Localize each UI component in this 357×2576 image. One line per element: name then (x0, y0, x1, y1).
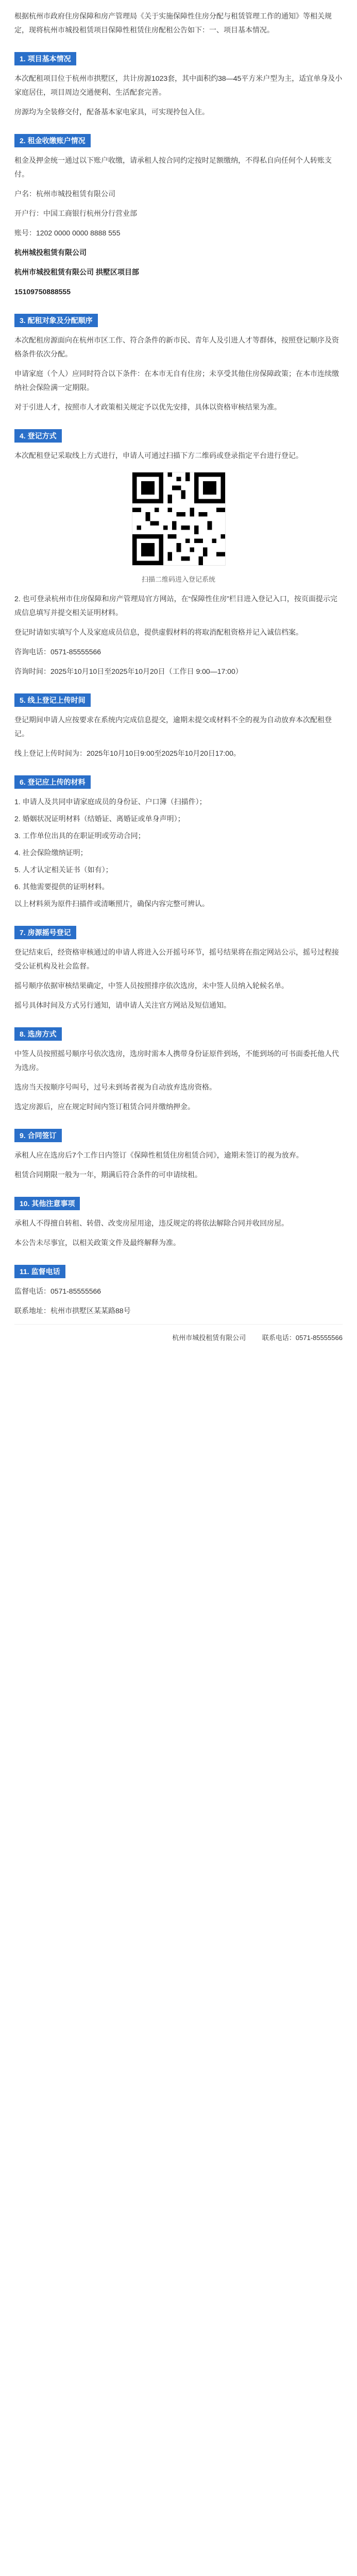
section-11 (14, 1256, 343, 1318)
section-8-para-1: 中签人员按照摇号顺序号依次选房，选房时需本人携带身份证原件到场，不能到场的可书面委托他人代为选房。 (14, 1049, 339, 1072)
section-4-after-2: 登记时请如实填写个人及家庭成员信息，提供虚假材料的将取消配租资格并记入诚信档案。 (14, 628, 303, 636)
section-4-after-1: 2. 也可登录杭州市住房保障和房产管理局官方网站，在“保障性住房”栏目进入登记入口，按页面提示完成信息填写并提交相关证明材料。 (14, 595, 337, 617)
section-4-after-3: 咨询电话：0571-85555566 (14, 648, 101, 656)
section-2 (14, 125, 343, 299)
section-2-para-2: 户名：杭州市城投租赁有限公司 (14, 190, 115, 198)
section-6-note: 以上材料须为原件扫描件或清晰照片，确保内容完整可辨认。 (14, 900, 209, 908)
section-3-para-3: 对于引进人才，按照市人才政策相关规定予以优先安排，具体以资格审核结果为准。 (14, 403, 281, 411)
section-7-para-1: 登记结束后，经资格审核通过的申请人将进入公开摇号环节，摇号结果将在指定网站公示，摇号过程接受公证机构及社会监督。 (14, 948, 339, 970)
section-7-heading: 7. 房源摇号登记 (14, 926, 76, 939)
section-2-strong-2: 杭州市城投租赁有限公司 拱墅区项目部 (14, 268, 139, 276)
section-4-after-4: 咨询时间：2025年10月10日至2025年10月20日（工作日 9:00—17:00） (14, 667, 243, 675)
section-11-para-2: 联系地址：杭州市拱墅区某某路88号 (14, 1307, 131, 1315)
section-4-heading: 4. 登记方式 (14, 429, 62, 443)
section-10-heading: 10. 其他注意事项 (14, 1197, 80, 1210)
section-8 (14, 1018, 343, 1114)
section-10 (14, 1188, 343, 1250)
section-3-para-1: 本次配租房源面向在杭州市区工作、符合条件的新市民、青年人及引进人才等群体，按照登记顺序及资格条件依次分配。 (14, 336, 339, 358)
divider (14, 1324, 343, 1325)
section-6-item-4: 4. 社会保险缴纳证明； (14, 849, 88, 857)
section-6-item-3: 3. 工作单位出具的在职证明或劳动合同； (14, 832, 145, 840)
section-1 (14, 43, 343, 119)
qr-code-block (14, 472, 343, 566)
section-2-strong-1: 杭州城投租赁有限公司 (14, 248, 87, 257)
section-6 (14, 766, 343, 911)
section-4 (14, 420, 343, 679)
section-5-para-2: 线上登记上传时间为：2025年10月10日9:00至2025年10月20日17:00。 (14, 749, 241, 757)
section-2-heading: 2. 租金收缴账户情况 (14, 134, 91, 147)
section-1-heading: 1. 项目基本情况 (14, 52, 76, 65)
section-9-para-2: 租赁合同期限一般为一年，期满后符合条件的可申请续租。 (14, 1171, 202, 1179)
intro-paragraph: 根据杭州市政府住房保障和房产管理局《关于实施保障性住房分配与租赁管理工作的通知》等相关规定，现将杭州市城投租赁项目保障性租赁住房配租公告如下：一、项目基本情况。 (14, 12, 332, 34)
section-6-item-2: 2. 婚姻状况证明材料（结婚证、离婚证或单身声明）； (14, 815, 185, 823)
section-11-heading: 11. 监督电话 (14, 1265, 65, 1278)
qr-code-image[interactable] (132, 472, 226, 566)
section-3 (14, 304, 343, 414)
section-2-para-4: 账号：1202 0000 0000 8888 555 (14, 229, 121, 237)
section-2-strong-3: 15109750888555 (14, 287, 71, 296)
section-10-para-1: 承租人不得擅自转租、转借、改变房屋用途，违反规定的将依法解除合同并收回房屋。 (14, 1219, 288, 1227)
section-5 (14, 684, 343, 760)
section-5-heading: 5. 线上登记上传时间 (14, 693, 91, 707)
footer (14, 1332, 343, 1344)
section-7 (14, 917, 343, 1012)
section-6-heading: 6. 登记应上传的材料 (14, 775, 91, 789)
section-6-item-6: 6. 其他需要提供的证明材料。 (14, 883, 109, 891)
footer-org: 杭州市城投租赁有限公司 (172, 1334, 246, 1342)
footer-phone: 联系电话：0571-85555566 (262, 1334, 343, 1342)
section-7-para-3: 摇号具体时间及方式另行通知，请申请人关注官方网站及短信通知。 (14, 1001, 231, 1009)
section-9-heading: 9. 合同签订 (14, 1129, 62, 1142)
qr-code-icon (132, 472, 225, 565)
section-10-para-2: 本公告未尽事宜，以相关政策文件及最终解释为准。 (14, 1239, 180, 1247)
section-9-para-1: 承租人应在选房后7个工作日内签订《保障性租赁住房租赁合同》，逾期未签订的视为放弃。 (14, 1151, 303, 1159)
section-9 (14, 1120, 343, 1182)
section-6-item-1: 1. 申请人及共同申请家庭成员的身份证、户口簿（扫描件）； (14, 798, 207, 806)
section-3-heading: 3. 配租对象及分配顺序 (14, 314, 98, 327)
section-8-para-2: 选房当天按顺序号叫号，过号未到场者视为自动放弃选房资格。 (14, 1083, 216, 1091)
section-5-para-1: 登记期间申请人应按要求在系统内完成信息提交，逾期未提交或材料不全的视为自动放弃本次配租登记。 (14, 716, 332, 738)
section-3-para-2: 申请家庭（个人）应同时符合以下条件：在本市无自有住房；未享受其他住房保障政策；在本市连续缴纳社会保险满一定期限。 (14, 369, 339, 392)
section-7-para-2: 摇号顺序依据审核结果确定，中签人员按照排序依次选房，未中签人员纳入轮候名单。 (14, 981, 288, 990)
section-11-para-1: 监督电话：0571-85555566 (14, 1287, 101, 1295)
section-1-para-1: 本次配租项目位于杭州市拱墅区，共计房源1023套，其中面积约38—45平方米户型为主，适宜单身及小家庭居住，项目周边交通便利、生活配套完善。 (14, 74, 343, 96)
section-6-item-5: 5. 人才认定相关证书（如有）； (14, 866, 113, 874)
section-1-para-2: 房源均为全装修交付，配备基本家电家具，可实现拎包入住。 (14, 108, 209, 116)
section-8-para-3: 选定房源后，应在规定时间内签订租赁合同并缴纳押金。 (14, 1103, 195, 1111)
section-2-para-1: 租金及押金统一通过以下账户收缴，请承租人按合同约定按时足额缴纳，不得私自向任何个人转账支付。 (14, 156, 332, 178)
qr-caption: 扫描二维码进入登记系统 (141, 575, 215, 583)
section-8-heading: 8. 选房方式 (14, 1027, 62, 1041)
section-2-para-3: 开户行：中国工商银行杭州分行营业部 (14, 209, 137, 217)
section-4-para-1: 本次配租登记采取线上方式进行，申请人可通过扫描下方二维码或登录指定平台进行登记。 (14, 451, 303, 460)
